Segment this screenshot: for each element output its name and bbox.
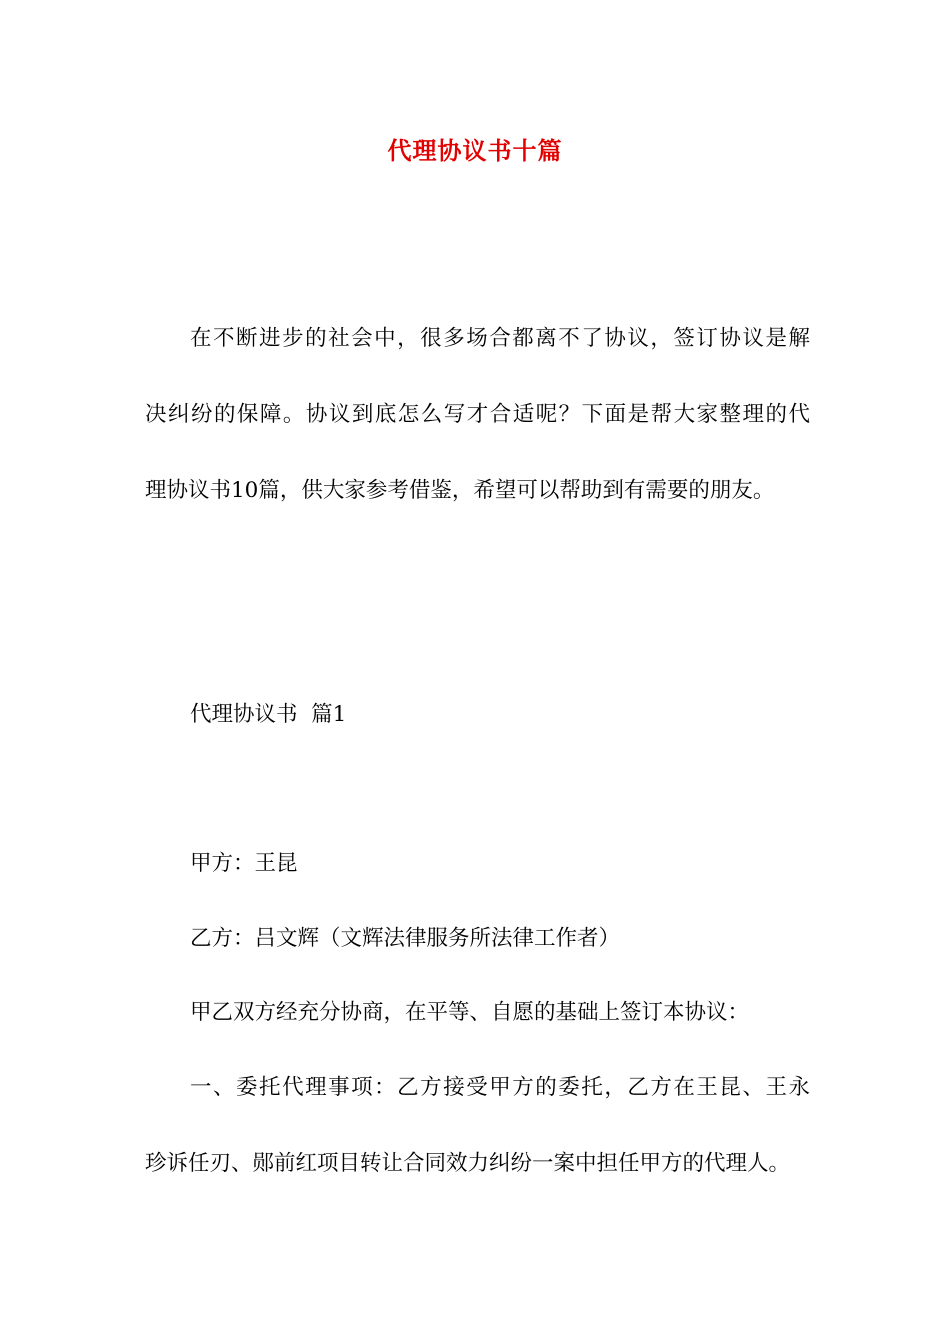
- party-b: 乙方：吕文辉（文辉法律服务所法律工作者）: [190, 926, 621, 951]
- clause-1-line-2: 珍诉任刃、郧前红项目转让合同效力纠纷一案中担任甲方的代理人。: [145, 1151, 791, 1176]
- intro-line-3: 理协议书10篇，供大家参考借鉴，希望可以帮助到有需要的朋友。: [145, 478, 775, 503]
- intro-line-2: 决纠纷的保障。协议到底怎么写才合适呢？下面是帮大家整理的代: [145, 402, 810, 427]
- document-title: 代理协议书十篇: [387, 136, 563, 165]
- intro-line-1: 在不断进步的社会中，很多场合都离不了协议，签订协议是解: [190, 326, 810, 351]
- agreement-statement: 甲乙双方经充分协商，在平等、自愿的基础上签订本协议：: [190, 1000, 750, 1025]
- clause-1-line-1: 一、委托代理事项：乙方接受甲方的委托，乙方在王昆、王永: [190, 1075, 810, 1100]
- section-heading: 代理协议书 篇1: [190, 702, 347, 727]
- party-a: 甲方：王昆: [190, 851, 298, 876]
